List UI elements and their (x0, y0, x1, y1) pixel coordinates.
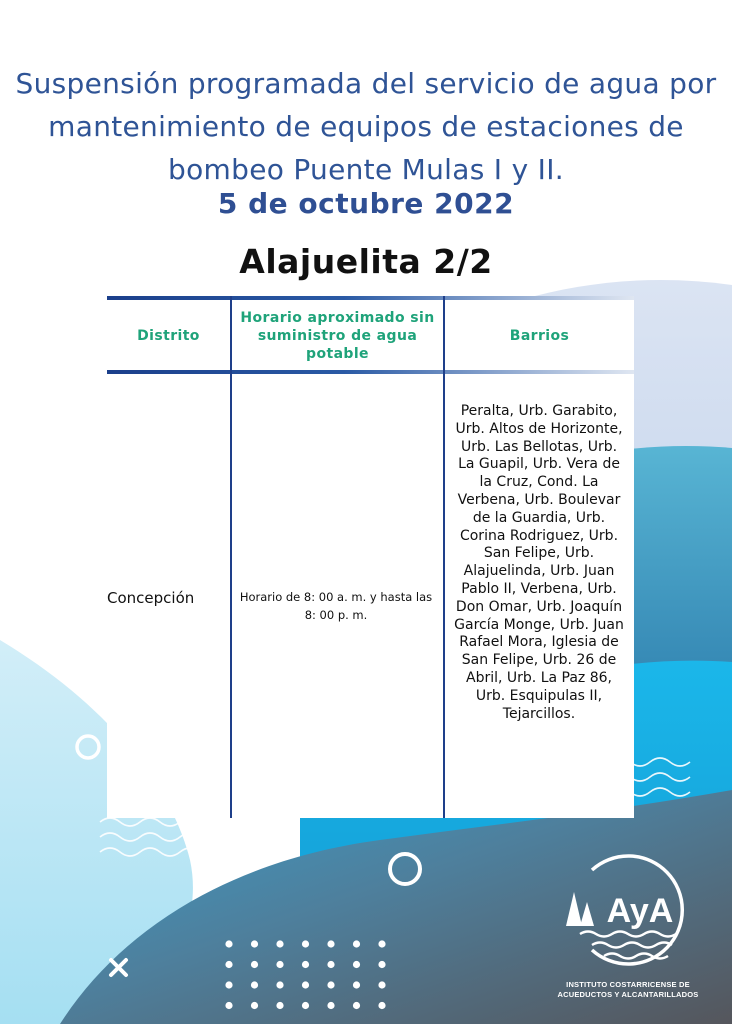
dot (353, 1002, 360, 1009)
dot (327, 981, 334, 988)
dot (225, 940, 232, 947)
dot (378, 1002, 385, 1009)
notice-title: Suspensión programada del servicio de agua por mantenimiento de equipos de estaciones de bombeo Puente Mulas I y II. (15, 67, 717, 186)
dot (353, 961, 360, 968)
dot (225, 981, 232, 988)
dot (327, 940, 334, 947)
header-horario: Horario aproximado sin suministro de agua potable (240, 310, 435, 362)
outage-table (107, 296, 634, 818)
header-distrito: Distrito (137, 328, 200, 344)
dot (302, 981, 309, 988)
logo-mark-text: AyA (606, 892, 674, 930)
dot (225, 1002, 232, 1009)
dot (276, 981, 283, 988)
dot (378, 940, 385, 947)
header-barrios: Barrios (509, 328, 570, 344)
cell-distrito: Concepción (107, 589, 195, 607)
dot (378, 961, 385, 968)
dot (251, 961, 258, 968)
logo-org-name: INSTITUTO COSTARRICENSE DE ACUEDUCTOS Y ALCANTARILLADOS (557, 980, 699, 999)
cell-barrios: Peralta, Urb. Garabito, Urb. Altos de Horizonte, Urb. Las Bellotas, Urb. La Guapil, Urb. Vera de la Cruz, Cond. La Verbena, Urb. Boulevar de la Guardia, Urb. Corina Rodriguez, Urb. San Felipe, Urb. Alajuelinda, Urb. Juan Pablo II, Verbena, Urb. Don Omar, Urb. Joaquín García Monge, Urb. Juan Rafael Mora, Iglesia de San Felipe, Urb. 26 de Abril, Urb. La Paz 86, Urb. Esquipulas II, Tejarcillos. (454, 403, 624, 722)
dot (302, 1002, 309, 1009)
dot (302, 961, 309, 968)
cell-horario: Horario de 8: 00 a. m. y hasta las 8: 00 p. m. (239, 590, 433, 622)
dot (276, 961, 283, 968)
dot (251, 1002, 258, 1009)
dot (353, 981, 360, 988)
notice-date: 5 de octubre 2022 (217, 187, 515, 220)
dot (251, 940, 258, 947)
column-divider (443, 296, 445, 818)
dot (225, 961, 232, 968)
dot (302, 940, 309, 947)
dot (327, 961, 334, 968)
dot (327, 1002, 334, 1009)
dot (378, 981, 385, 988)
dot (251, 981, 258, 988)
dot (276, 1002, 283, 1009)
dot (276, 940, 283, 947)
dot (353, 940, 360, 947)
notice-subtitle: Alajuelita 2/2 (239, 242, 493, 281)
column-divider (230, 296, 232, 818)
